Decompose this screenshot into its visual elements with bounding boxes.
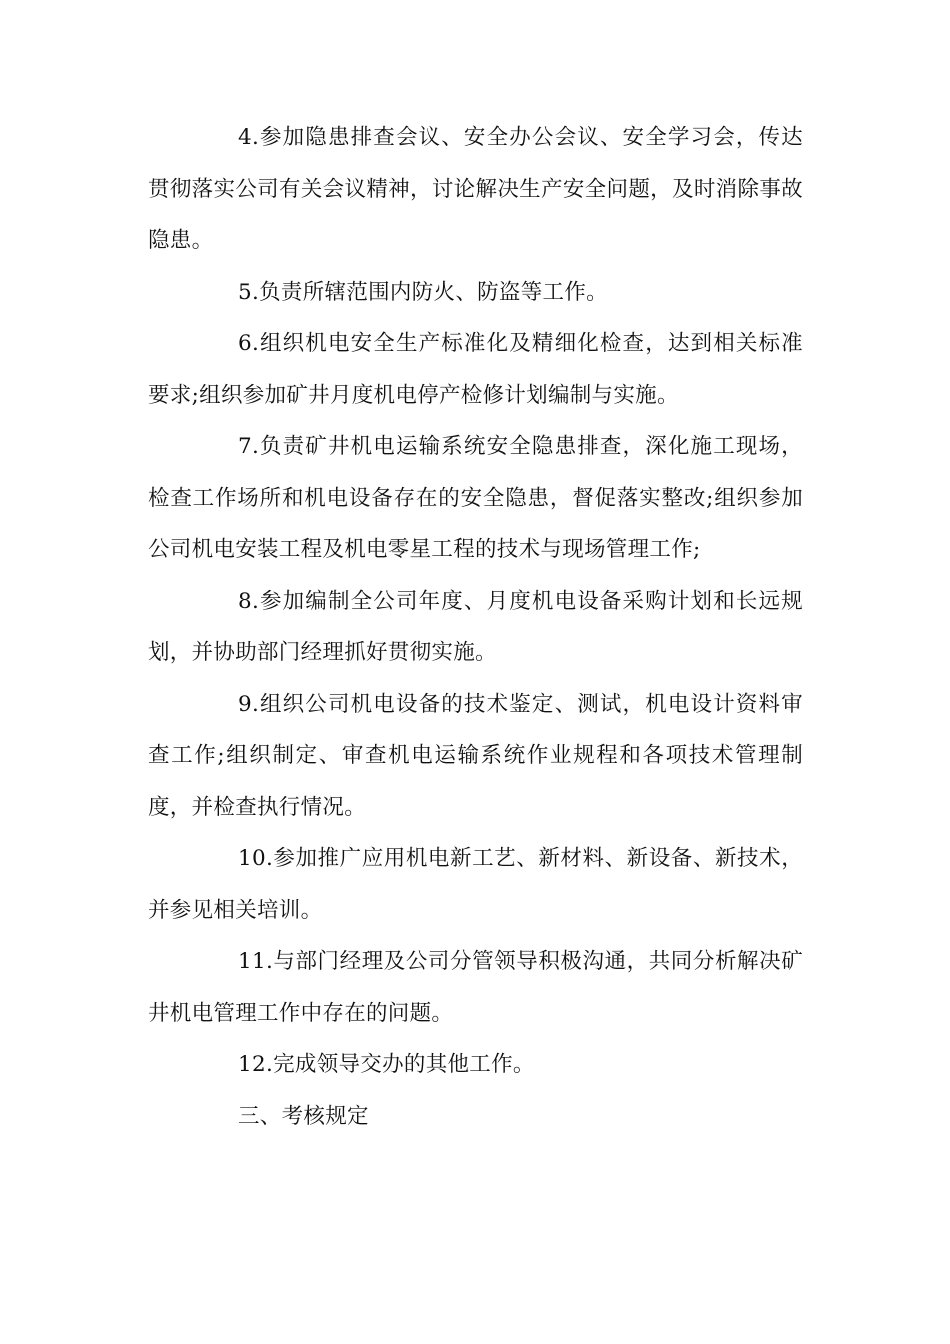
document-body (148, 112, 803, 1142)
paragraph-item-10: 10.参加推广应用机电新工艺、新材料、新设备、新技术，并参见相关培训。 (148, 846, 803, 923)
paragraph-item-5: 5.负责所辖范围内防火、防盗等工作。 (238, 279, 608, 305)
paragraph-item-6: 6.组织机电安全生产标准化及精细化检查，达到相关标准要求;组织参加矿井月度机电停产检修计划编制与实施。 (148, 331, 803, 408)
section-heading: 三、考核规定 (238, 1103, 369, 1129)
paragraph-item-8: 8.参加编制全公司年度、月度机电设备采购计划和长远规划，并协助部门经理抓好贯彻实施。 (148, 588, 803, 665)
paragraph-item-4: 4.参加隐患排查会议、安全办公会议、安全学习会，传达贯彻落实公司有关会议精神，讨论解决生产安全问题，及时消除事故隐患。 (148, 125, 803, 253)
paragraph-item-9: 9.组织公司机电设备的技术鉴定、测试，机电设计资料审查工作;组织制定、审查机电运输系统作业规程和各项技术管理制度，并检查执行情况。 (148, 691, 803, 820)
paragraph-item-11: 11.与部门经理及公司分管领导积极沟通，共同分析解决矿井机电管理工作中存在的问题。 (148, 949, 803, 1026)
paragraph-item-7: 7.负责矿井机电运输系统安全隐患排查，深化施工现场，检查工作场所和机电设备存在的安全隐患，督促落实整改;组织参加公司机电安装工程及机电零星工程的技术与现场管理工作; (148, 434, 803, 562)
paragraph-item-12: 12.完成领导交办的其他工作。 (238, 1052, 535, 1077)
